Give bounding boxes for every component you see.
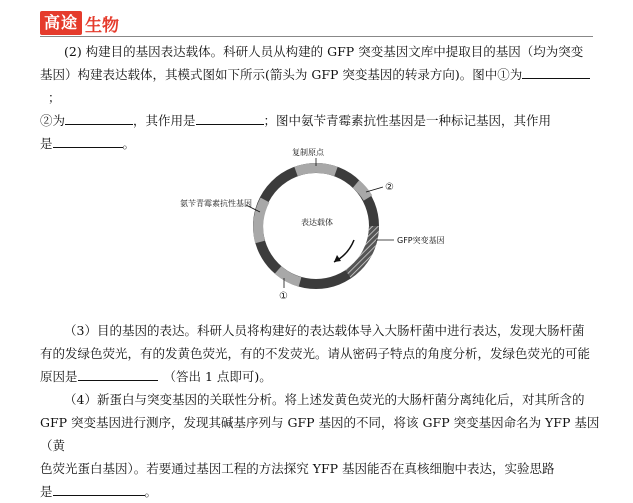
q4-line4: 是 。 — [40, 484, 158, 499]
q2-blank-2[interactable] — [65, 111, 133, 125]
gfp-gene-segment — [348, 226, 374, 274]
label-expression-vector: 表达载体 — [301, 218, 333, 227]
q2-line3: ②为 ，其作用是 ；图中氨苄青霉素抗性基因是一种标记基因，其作用 — [40, 113, 552, 128]
q3-line1: （3）目的基因的表达。科研人员将构建好的表达载体导入大肠杆菌中进行表达，发现大肠杆菌 — [64, 323, 585, 338]
amp-resistance-segment — [258, 200, 265, 242]
header-divider — [40, 36, 593, 37]
element-2-segment — [356, 184, 368, 198]
label-replication-origin: 复制原点 — [292, 148, 324, 157]
q4-line1: （4）新蛋白与突变基因的关联性分析。将上述发黄色荧光的大肠杆菌分离纯化后，对其所含的 — [64, 392, 585, 407]
q2-blank-3[interactable] — [196, 111, 264, 125]
q2-line1: (2) 构建目的基因表达载体。科研人员从构建的 GFP 突变基因文库中提取目的基因（均为突变 — [64, 44, 584, 59]
question-2 — [40, 40, 600, 155]
header-logo — [40, 10, 119, 36]
q2-line4: 是 。 — [40, 136, 136, 151]
plasmid-diagram — [0, 140, 633, 310]
subject-label: 生物 — [85, 15, 120, 36]
replication-origin-segment — [296, 168, 336, 172]
q4-blank[interactable] — [53, 482, 145, 496]
q4-line2: GFP 突变基因进行测序，发现其碱基序列与 GFP 基因的不同，将该 GFP 突变基因命名为 YFP 基因（黄 — [40, 415, 600, 453]
q3-line2: 有的发绿色荧光，有的发黄色荧光，有的不发荧光。请从密码子特点的角度分析，发绿色荧光的可能 — [40, 346, 591, 361]
q3-line3: 原因是 （答出 1 点即可)。 — [40, 369, 272, 384]
label-element-2: ② — [385, 182, 394, 193]
element-2-leader-line — [366, 187, 383, 192]
question-3 — [40, 319, 600, 388]
logo-text: 高途 — [40, 11, 82, 35]
q2-blank-1[interactable] — [522, 65, 590, 79]
label-amp-resistance-gene: 氨苄青霉素抗性基因 — [180, 199, 252, 208]
label-gfp-mutant-gene: GFP突变基因 — [397, 236, 445, 245]
q2-line2: 基因）构建表达载体，其模式图如下所示(箭头为 GFP 突变基因的转录方向)。图中①为； — [40, 63, 600, 109]
label-element-1: ① — [279, 291, 288, 302]
question-4 — [40, 388, 600, 503]
q4-line3: 色荧光蛋白基因）。若要通过基因工程的方法探究 YFP 基因能否在真核细胞中表达，实验思路 — [40, 461, 555, 476]
q3-blank[interactable] — [78, 367, 158, 381]
